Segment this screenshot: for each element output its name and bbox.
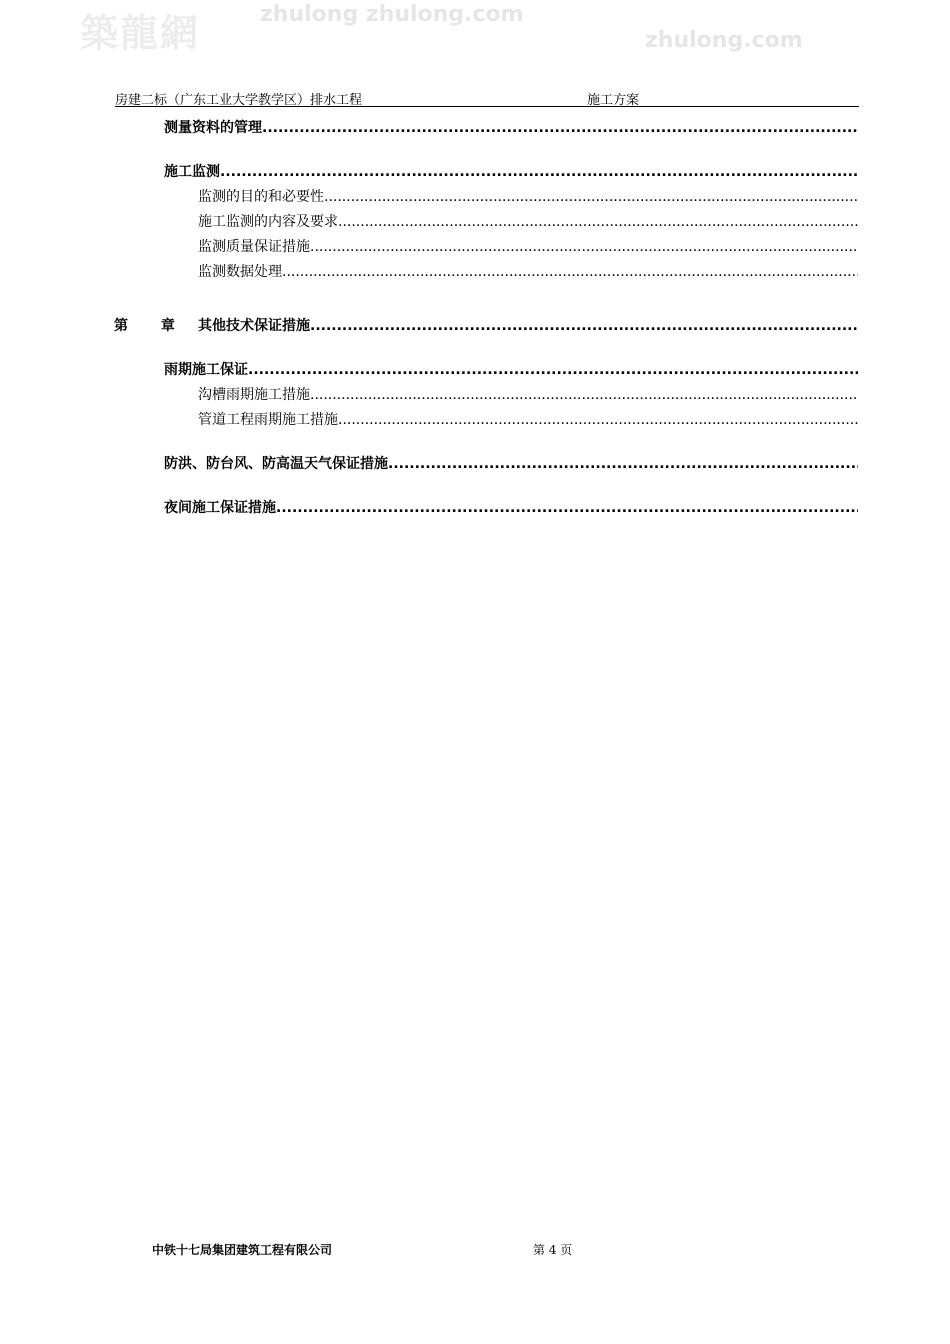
toc-leader-dots — [324, 187, 858, 207]
toc-leader-dots — [248, 360, 858, 380]
toc-entry[interactable] — [0, 410, 950, 430]
toc-entry[interactable] — [0, 237, 950, 257]
toc-leader-dots — [282, 262, 858, 282]
toc-chapter-entry[interactable] — [0, 316, 950, 336]
watermark-text: zhulong zhulong.com — [260, 2, 524, 27]
header-project-title: 房建二标（广东工业大学教学区）排水工程 — [115, 93, 363, 108]
toc-leader-dots — [310, 316, 858, 336]
toc-entry-text: 监测质量保证措施 — [198, 239, 310, 255]
toc-entry[interactable] — [0, 212, 950, 232]
toc-entry-text: 施工监测 — [164, 164, 220, 180]
toc-entry-text: 防洪、防台风、防高温天气保证措施 — [164, 456, 388, 472]
footer-company-name: 中铁十七局集团建筑工程有限公司 — [152, 1243, 333, 1257]
toc-entry[interactable] — [0, 385, 950, 405]
toc-entry-text: 其他技术保证措施 — [198, 318, 310, 334]
toc-leader-dots — [262, 118, 858, 138]
toc-entry-text: 监测的目的和必要性 — [198, 189, 324, 205]
toc-leader-dots — [276, 498, 858, 518]
toc-leader-dots — [338, 212, 858, 232]
header-document-type: 施工方案 — [587, 93, 640, 108]
toc-entry-text: 管道工程雨期施工措施 — [198, 412, 338, 428]
toc-leader-dots — [220, 162, 858, 182]
toc-entry[interactable] — [0, 454, 950, 474]
toc-entry-text: 测量资料的管理 — [164, 120, 262, 136]
toc-entry-text: 沟槽雨期施工措施 — [198, 387, 310, 403]
page-header — [115, 89, 859, 107]
watermark-logo: 築龍網 — [80, 10, 201, 55]
toc-leader-dots — [338, 410, 858, 430]
toc-entry[interactable] — [0, 360, 950, 380]
toc-entry-text: 监测数据处理 — [198, 264, 282, 280]
chapter-label: 第 章 — [114, 318, 189, 334]
toc-entry[interactable] — [0, 262, 950, 282]
toc-entry[interactable] — [0, 498, 950, 518]
toc-leader-dots — [388, 454, 858, 474]
toc-entry-text: 施工监测的内容及要求 — [198, 214, 338, 230]
toc-entry[interactable] — [0, 118, 950, 138]
footer-page-number: 第 4 页 — [533, 1243, 573, 1257]
toc-entry[interactable] — [0, 187, 950, 207]
toc-leader-dots — [310, 385, 858, 405]
toc-entry-text: 雨期施工保证 — [164, 362, 248, 378]
toc-entry-text: 夜间施工保证措施 — [164, 500, 276, 516]
toc-entry[interactable] — [0, 162, 950, 182]
toc-leader-dots — [310, 237, 858, 257]
watermark-text-secondary: zhulong.com — [645, 28, 803, 53]
